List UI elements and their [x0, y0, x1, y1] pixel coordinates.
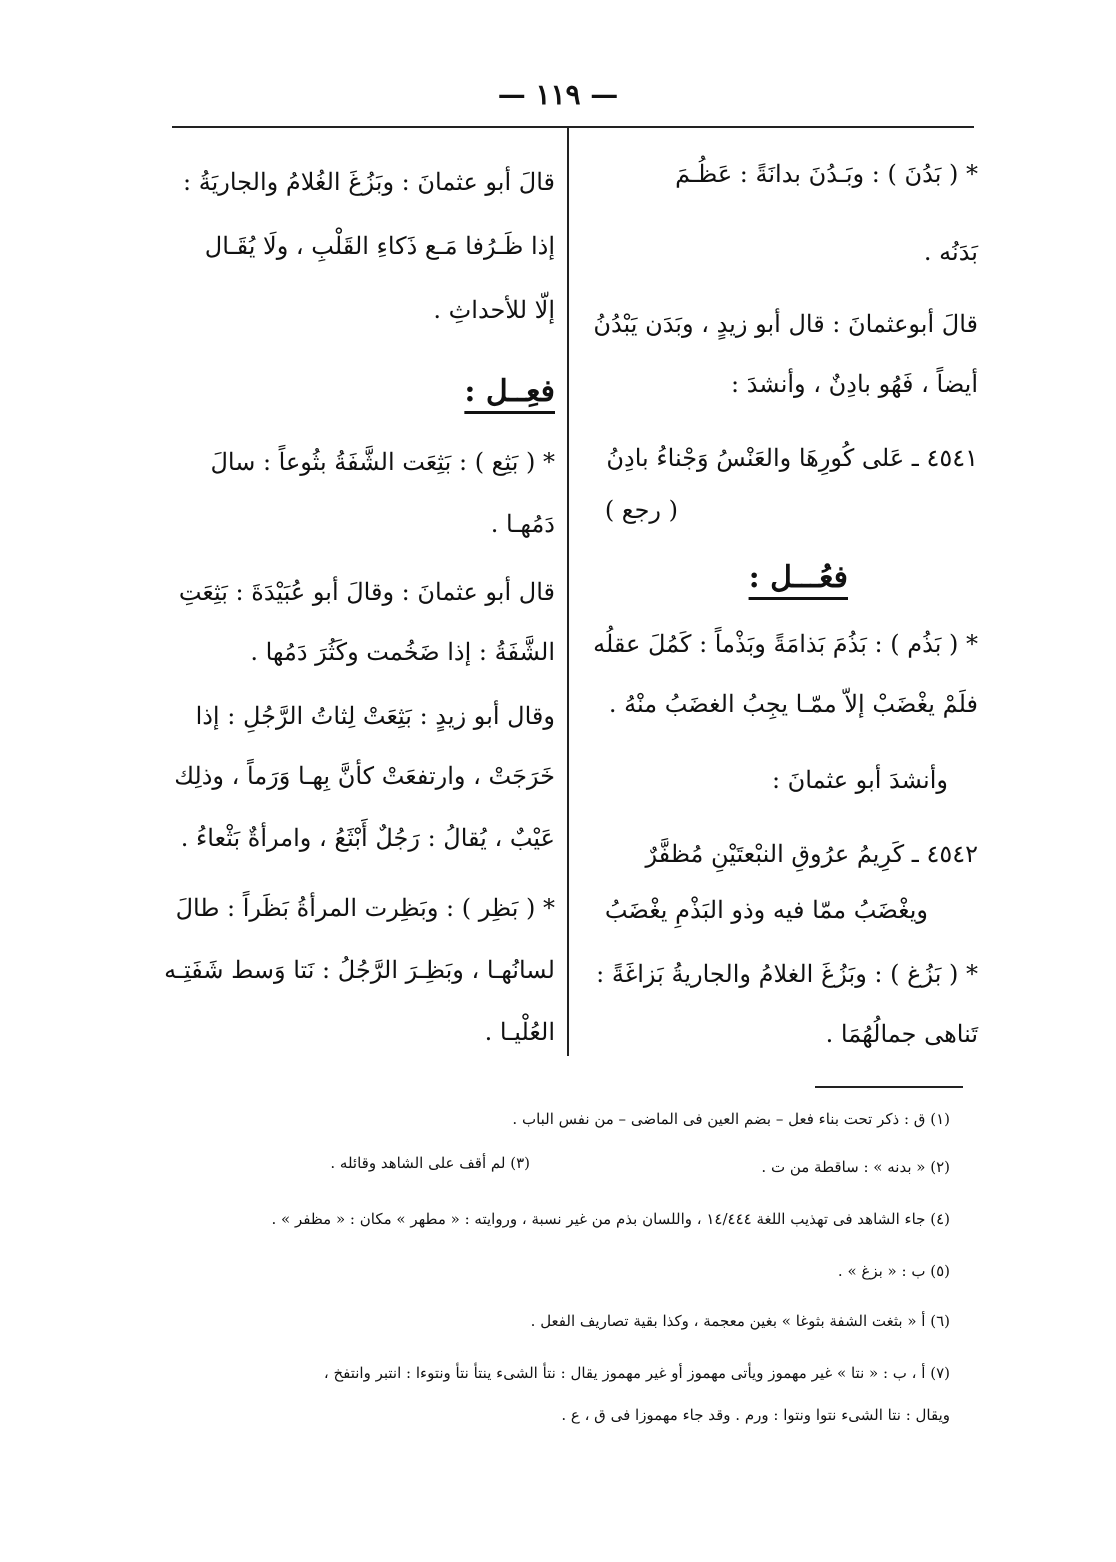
text-line: * ( بَثِع ) : بَثِعَت الشَّفَةُ بثُوعاً : سالَ	[210, 448, 555, 476]
text-line: قال أبو عثمانَ : وقالَ أبو عُبَيْدَةَ : بَثِعَتِ	[178, 578, 555, 606]
text-line: بَدَنُه .	[923, 238, 978, 266]
text-line: وقال أبو زيدٍ : بَثِعَتْ لِثاتُ الرَّجُلِ : إذا	[195, 702, 555, 730]
text-line: وأنشدَ أبو عثمانَ :	[771, 766, 948, 794]
text-line: خَرَجَتْ ، وارتفعَتْ كأنَّ بِهـا وَرَماً ، وذلِك	[174, 762, 555, 790]
text-line: فلَمْ يغْضَبْ إلاّ ممّـا يجِبُ الغضَبُ منْهُ .	[608, 690, 978, 718]
footnote-5: (٥) ب : « بزغ » .	[837, 1262, 950, 1280]
footnote-3: (٣) لم أقف على الشاهد وقائله .	[330, 1154, 530, 1172]
footnote-6: (٦) أ « بثغت الشفة بثوغا » بغين معجمة ، وكذا بقية تصاريف الفعل .	[530, 1312, 950, 1330]
column-divider	[567, 128, 569, 1056]
footnote-rule	[815, 1086, 963, 1088]
text-line: الشَّفَةُ : إذا ضَخُمت وكَثُرَ دَمُها .	[250, 638, 555, 666]
section-title: فعُـــل :	[748, 560, 848, 595]
text-line: إلّا للأحداثِ .	[433, 296, 555, 324]
text-line: * ( بَزُغ ) : وبَزُغَ الغلامُ والجاريةُ بَزاغَةً :	[596, 960, 978, 988]
verse-line: ٤٥٤١ ـ عَلى كُورِهَا والعَنْسُ وَجْناءُ بادِنُ	[606, 444, 978, 472]
text-line: * ( بَدُنَ ) : وبَـدُنَ بدانَةً : عَظُـمَ	[675, 160, 978, 188]
text-line: تَناهى جمالُهُمَا .	[825, 1020, 978, 1048]
text-line: * ( بَظِر ) : وبَظِرت المرأةُ بَظَراً : طالَ	[175, 894, 555, 922]
header-rule	[172, 126, 974, 128]
text-line: لسانُهـا ، وبَظِـرَ الرَّجُلُ : نَتا وَسط شَفَتِـه	[164, 956, 555, 984]
footnote-1: (١) ق : ذكر تحت بناء فعل – بضم العين فى الماضى – من نفس الباب .	[512, 1110, 950, 1128]
footnote-2: (٢) « بدنه » : ساقطة من ت .	[761, 1158, 950, 1176]
text-line: دَمُهـا .	[490, 510, 555, 538]
page-number: — ١١٩ —	[497, 78, 619, 111]
footnote-7-continued: ويقال : نتا الشىء نتوا ونتوا : ورم . وقد جاء مهموزا فى ق ، ع .	[561, 1406, 950, 1424]
text-line: * ( بَذُم ) : بَذُمَ بَذامَةً وبَذْماً : كَمُلَ عقلُه	[593, 630, 978, 658]
cross-reference: ( رجع )	[604, 496, 678, 524]
text-line: إذا ظَـرُفا مَـع ذَكاءِ القَلْبِ ، ولَا يُقَـال	[204, 232, 555, 260]
text-line: أيضاً ، فَهُو بادِنٌ ، وأنشدَ :	[730, 370, 978, 398]
verse-line: ٤٥٤٢ ـ كَرِيمُ عرُوقِ النبْعتَيْنِ مُظفَّرٌ	[645, 840, 978, 868]
section-title: فعِــل :	[464, 374, 555, 409]
text-line: عَيْبٌ ، يُقالُ : رَجُلٌ أَبْثَعُ ، وامرأةٌ بَثْعاءُ .	[180, 824, 555, 852]
text-line: العُلْيـا .	[484, 1018, 555, 1046]
verse-line: ويغْضَبُ ممّا فيه وذو البَذْمِ يغْضَبُ	[604, 896, 928, 924]
footnote-7: (٧) أ ، ب : « نتا » غير مهموز ويأتى مهموز أو غير مهموز يقال : نتأ الشىء ينتأ نتأ ونتوءا : انتبر وانتفخ ،	[323, 1364, 950, 1382]
text-line: قالَ أبوعثمانَ : قال أبو زيدٍ ، وبَدَن يَبْدُنُ	[593, 310, 978, 338]
footnote-4: (٤) جاء الشاهد فى تهذيب اللغة ١٤/٤٤٤ ، واللسان بذم من غير نسبة ، وروايته : « مطهر » مكان : « مظفر » .	[271, 1210, 950, 1228]
text-line: قالَ أبو عثمانَ : وبَزُغَ الغُلامُ والجاريَةُ :	[183, 168, 555, 196]
